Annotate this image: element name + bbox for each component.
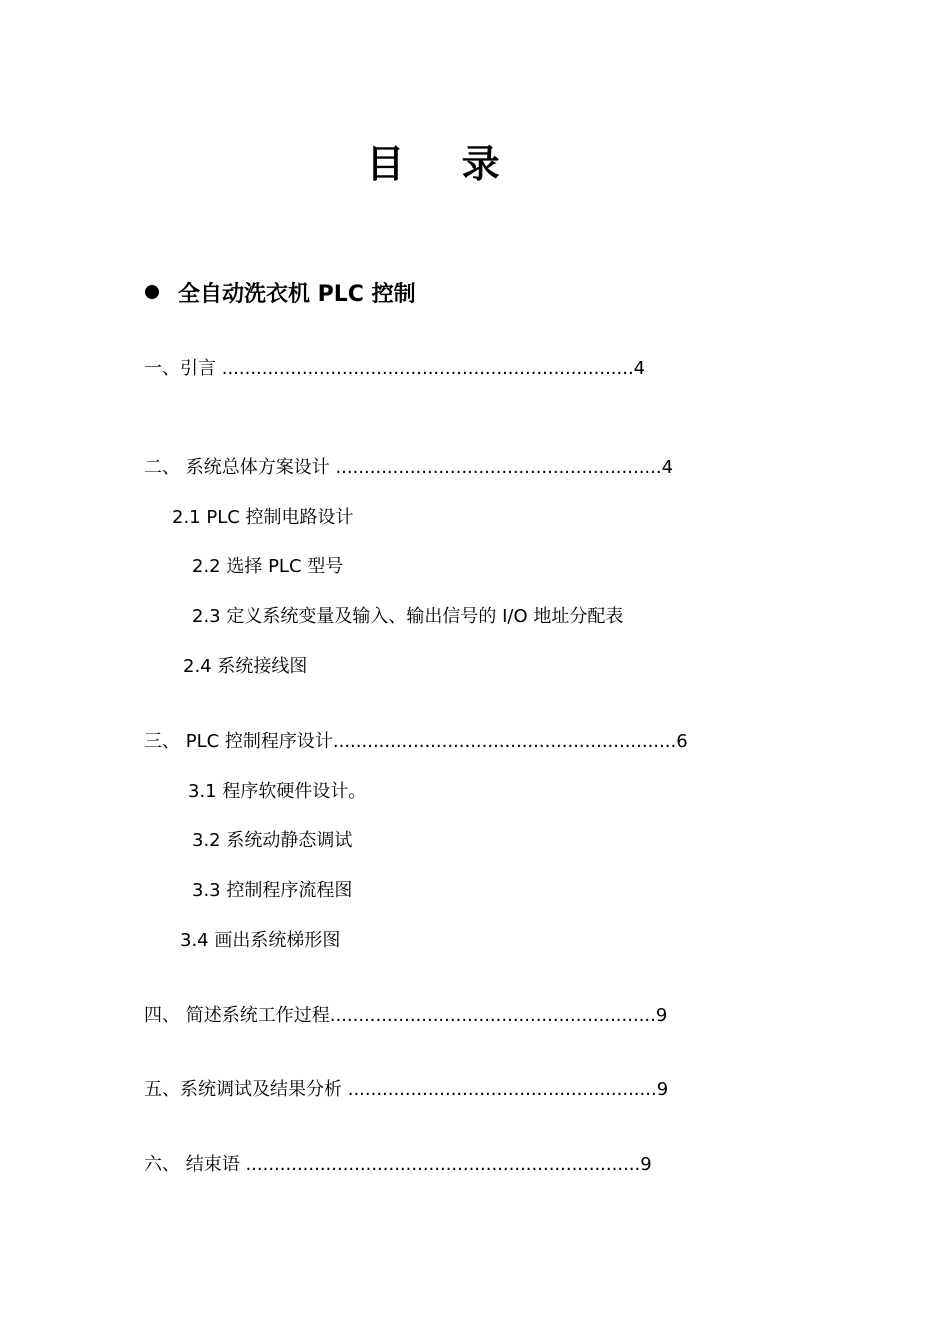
section-heading-text: 全自动洗衣机 PLC 控制 <box>178 282 416 307</box>
toc-entry-section-3: 三、 PLC 控制程序设计............................................................6 <box>144 731 688 752</box>
toc-entry-2-2: 2.2 选择 PLC 型号 <box>192 556 344 577</box>
toc-entry-2-3: 2.3 定义系统变量及输入、输出信号的 I/O 地址分配表 <box>192 606 624 627</box>
bullet-icon <box>145 285 159 299</box>
toc-entry-section-5: 五、系统调试及结果分析 ......................................................9 <box>144 1079 669 1100</box>
toc-entry-2-1: 2.1 PLC 控制电路设计 <box>172 507 354 528</box>
toc-entry-3-1: 3.1 程序软硬件设计。 <box>188 781 367 802</box>
toc-entry-section-6: 六、 结束语 .....................................................................9 <box>144 1154 652 1175</box>
toc-entry-3-2: 3.2 系统动静态调试 <box>192 830 353 851</box>
toc-entry-2-4: 2.4 系统接线图 <box>183 656 308 677</box>
toc-entry-intro: 一、引言 ........................................................................4 <box>144 358 646 379</box>
page-title: 目 录 <box>366 142 522 186</box>
toc-entry-3-4: 3.4 画出系统梯形图 <box>180 930 341 951</box>
section-heading <box>145 280 416 310</box>
toc-entry-section-4: 四、 简述系统工作过程.........................................................9 <box>144 1005 668 1026</box>
toc-entry-section-2: 二、 系统总体方案设计 .........................................................4 <box>144 457 674 478</box>
toc-entry-3-3: 3.3 控制程序流程图 <box>192 880 353 901</box>
